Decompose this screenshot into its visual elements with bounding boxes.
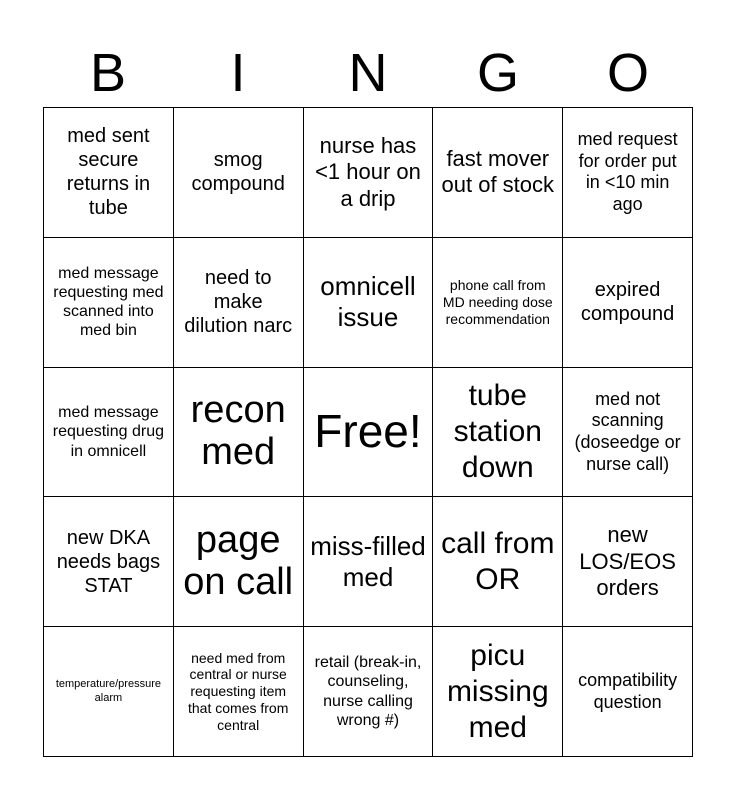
bingo-cell[interactable]: retail (break-in, counseling, nurse calling wrong #) xyxy=(304,627,434,757)
bingo-cell[interactable]: med message requesting drug in omnicell xyxy=(44,368,174,498)
header-letter-b: B xyxy=(89,43,127,103)
bingo-cell[interactable]: phone call from MD needing dose recommendation xyxy=(433,238,563,368)
bingo-cell[interactable]: miss-filled med xyxy=(304,497,434,627)
bingo-cell[interactable]: med message requesting med scanned into med bin xyxy=(44,238,174,368)
bingo-cell[interactable]: med sent secure returns in tube xyxy=(44,108,174,238)
header-letter-g: G xyxy=(476,43,519,103)
bingo-cell[interactable]: med request for order put in <10 min ago xyxy=(563,108,693,238)
header-letter-i: I xyxy=(230,43,246,103)
bingo-cell[interactable]: need to make dilution narc xyxy=(174,238,304,368)
bingo-cell[interactable]: tube station down xyxy=(433,368,563,498)
bingo-cell[interactable]: omnicell issue xyxy=(304,238,434,368)
bingo-cell[interactable]: recon med xyxy=(174,368,304,498)
bingo-cell[interactable]: expired compound xyxy=(563,238,693,368)
header-letter-n: N xyxy=(348,43,388,103)
header-letter-o: O xyxy=(606,43,649,103)
bingo-cell[interactable]: smog compound xyxy=(174,108,304,238)
bingo-cell[interactable]: temperature/pressure alarm xyxy=(44,627,174,757)
bingo-cell[interactable]: call from OR xyxy=(433,497,563,627)
bingo-cell[interactable]: picu missing med xyxy=(433,627,563,757)
bingo-cell[interactable]: new LOS/EOS orders xyxy=(563,497,693,627)
bingo-cell[interactable]: fast mover out of stock xyxy=(433,108,563,238)
free-space-cell[interactable]: Free! xyxy=(304,368,434,498)
bingo-cell[interactable]: compatibility question xyxy=(563,627,693,757)
bingo-header xyxy=(43,40,693,106)
bingo-cell[interactable]: new DKA needs bags STAT xyxy=(44,497,174,627)
bingo-grid xyxy=(43,107,693,757)
bingo-cell[interactable]: need med from central or nurse requesting item that comes from central xyxy=(174,627,304,757)
bingo-cell[interactable]: page on call xyxy=(174,497,304,627)
bingo-cell[interactable]: med not scanning (doseedge or nurse call) xyxy=(563,368,693,498)
bingo-cell[interactable]: nurse has <1 hour on a drip xyxy=(304,108,434,238)
